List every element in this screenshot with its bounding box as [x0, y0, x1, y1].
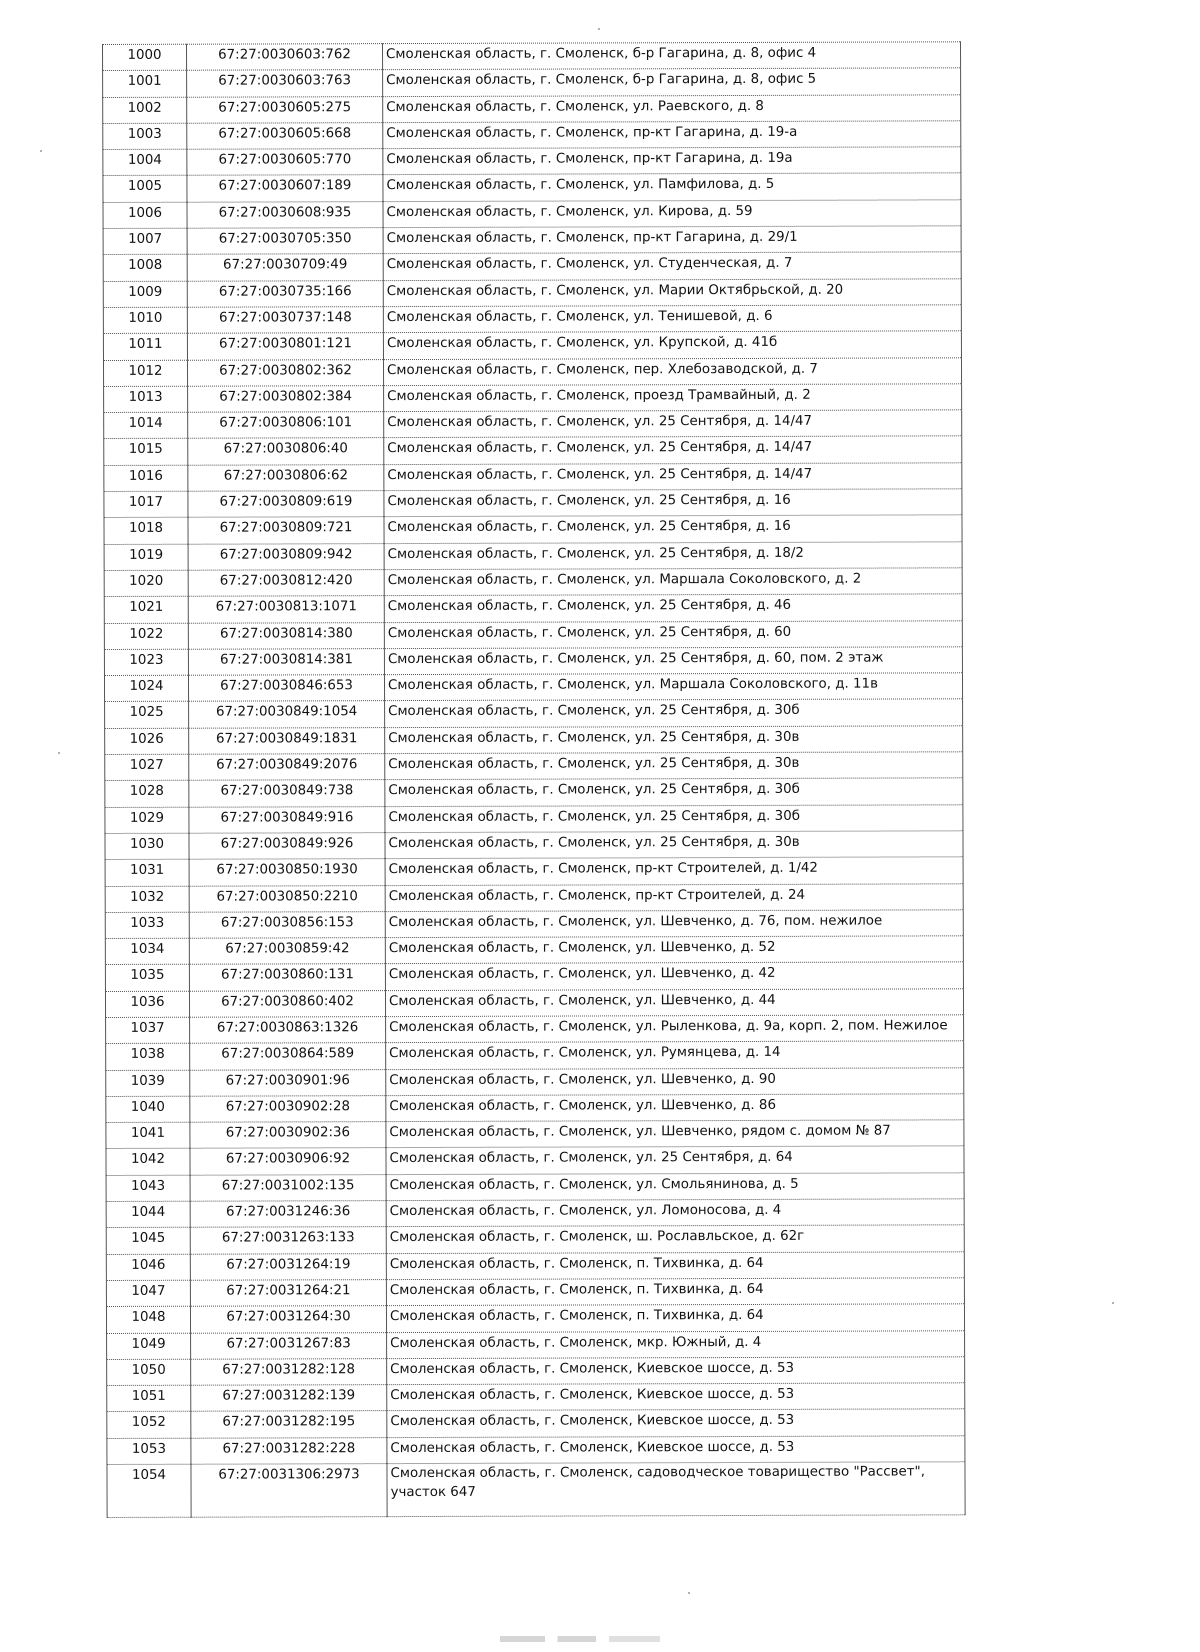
cadastral-number: 67:27:0030849:2076 [189, 754, 385, 781]
row-number: 1004 [103, 149, 187, 176]
cadastral-number: 67:27:0031306:2973 [191, 1464, 387, 1518]
address-cell: Смоленская область, г. Смоленск, ул. Студенческая, д. 7 [383, 252, 961, 280]
address-cell: Смоленская область, г. Смоленск, ул. 25 Сентября, д. 30в [385, 831, 963, 859]
address-cell: Смоленская область, г. Смоленск, ул. Шевченко, рядом с. домом № 87 [386, 1120, 964, 1148]
table-row [105, 857, 963, 886]
table-row [103, 173, 961, 202]
cadastral-number: 67:27:0030802:362 [187, 359, 383, 386]
table-row [104, 384, 962, 413]
cadastral-number: 67:27:0031264:19 [190, 1253, 386, 1280]
cadastral-number: 67:27:0030709:49 [187, 254, 383, 281]
table-row [106, 1146, 964, 1175]
table-row [105, 778, 963, 807]
address-cell: Смоленская область, г. Смоленск, ул. Маршала Соколовского, д. 2 [384, 568, 962, 596]
table-row [104, 647, 962, 676]
row-number: 1026 [105, 728, 189, 755]
cadastral-number: 67:27:0031267:83 [191, 1332, 387, 1359]
row-number: 1049 [107, 1333, 191, 1360]
row-number: 1050 [107, 1359, 191, 1386]
address-cell: Смоленская область, г. Смоленск, ул. Рыленкова, д. 9а, корп. 2, пом. Нежилое [386, 1015, 964, 1043]
address-cell: Смоленская область, г. Смоленск, ул. Маршала Соколовского, д. 11в [384, 673, 962, 701]
row-number: 1028 [105, 781, 189, 808]
cadastral-number: 67:27:0030809:619 [188, 491, 384, 518]
row-number: 1041 [106, 1122, 190, 1149]
row-number: 1015 [104, 439, 188, 466]
table-row [105, 962, 963, 991]
row-number: 1031 [105, 859, 189, 886]
address-cell: Смоленская область, г. Смоленск, ул. 25 Сентября, д. 30б [385, 699, 963, 727]
cadastral-number: 67:27:0030902:36 [190, 1122, 386, 1149]
table-row [103, 357, 961, 386]
cadastral-number: 67:27:0030801:121 [187, 333, 383, 360]
address-cell: Смоленская область, г. Смоленск, ул. Шевченко, д. 52 [385, 936, 963, 964]
address-cell: Смоленская область, г. Смоленск, ул. 25 Сентября, д. 60, пом. 2 этаж [384, 647, 962, 675]
row-number: 1014 [104, 412, 188, 439]
cadastral-number: 67:27:0030806:62 [188, 464, 384, 491]
cadastral-number: 67:27:0031282:139 [191, 1385, 387, 1412]
address-cell: Смоленская область, г. Смоленск, мкр. Южный, д. 4 [387, 1330, 965, 1358]
table-row [104, 515, 962, 544]
cadastral-number: 67:27:0030605:668 [187, 123, 383, 150]
address-cell: Смоленская область, г. Смоленск, ул. Шевченко, д. 90 [386, 1067, 964, 1095]
cadastral-number: 67:27:0030814:381 [188, 648, 384, 675]
cadastral-number: 67:27:0030705:350 [187, 228, 383, 255]
table-row [105, 883, 963, 912]
row-number: 1043 [106, 1175, 190, 1202]
footer-scan-mark [500, 1636, 660, 1642]
table-row [107, 1436, 965, 1465]
cadastral-number: 67:27:0031282:128 [191, 1358, 387, 1385]
cadastral-number: 67:27:0030849:1831 [189, 727, 385, 754]
address-cell: Смоленская область, г. Смоленск, ш. Рославльское, д. 62г [386, 1225, 964, 1253]
row-number: 1008 [103, 255, 187, 282]
row-number: 1025 [105, 702, 189, 729]
row-number: 1051 [107, 1385, 191, 1412]
address-cell: Смоленская область, г. Смоленск, ул. Марии Октябрьской, д. 20 [383, 278, 961, 306]
row-number: 1019 [104, 544, 188, 571]
table-row [107, 1383, 965, 1412]
address-cell: Смоленская область, г. Смоленск, ул. 25 Сентября, д. 14/47 [384, 436, 962, 464]
cadastral-number: 67:27:0031002:135 [190, 1174, 386, 1201]
cadastral-number: 67:27:0030603:762 [187, 44, 383, 71]
table-row [106, 1199, 964, 1228]
table-row [103, 305, 961, 334]
scan-speck [688, 1592, 690, 1594]
address-cell: Смоленская область, г. Смоленск, ул. 25 Сентября, д. 30в [385, 726, 963, 754]
address-cell: Смоленская область, г. Смоленск, ул. 25 Сентября, д. 14/47 [384, 410, 962, 438]
property-registry-table [102, 41, 966, 1518]
address-cell: Смоленская область, г. Смоленск, ул. Памфилова, д. 5 [383, 173, 961, 201]
cadastral-number: 67:27:0031282:228 [191, 1437, 387, 1464]
row-number: 1023 [104, 649, 188, 676]
row-number: 1002 [103, 97, 187, 124]
cadastral-number: 67:27:0031264:21 [190, 1280, 386, 1307]
row-number: 1053 [107, 1438, 191, 1465]
table-row [105, 752, 963, 781]
address-cell: Смоленская область, г. Смоленск, ул. 25 Сентября, д. 64 [386, 1146, 964, 1174]
table-row [103, 226, 961, 255]
address-cell: Смоленская область, г. Смоленск, Киевское шоссе, д. 53 [387, 1383, 965, 1411]
table-row [106, 1094, 964, 1123]
address-cell: Смоленская область, г. Смоленск, ул. Шевченко, д. 86 [386, 1094, 964, 1122]
table-row [106, 1041, 964, 1070]
table-row [103, 252, 961, 281]
cadastral-number: 67:27:0030860:402 [189, 990, 385, 1017]
cadastral-number: 67:27:0031263:133 [190, 1227, 386, 1254]
row-number: 1020 [104, 570, 188, 597]
row-number: 1040 [106, 1096, 190, 1123]
address-cell: Смоленская область, г. Смоленск, садоводческое товарищество "Рассвет", участок 647 [387, 1462, 965, 1517]
address-cell: Смоленская область, г. Смоленск, ул. Ломоносова, д. 4 [386, 1199, 964, 1227]
cadastral-number: 67:27:0030902:28 [190, 1095, 386, 1122]
table-row [104, 541, 962, 570]
table-row [105, 831, 963, 860]
cadastral-number: 67:27:0031246:36 [190, 1201, 386, 1228]
address-cell: Смоленская область, г. Смоленск, ул. Шевченко, д. 44 [385, 988, 963, 1016]
row-number: 1034 [105, 938, 189, 965]
address-cell: Смоленская область, г. Смоленск, ул. Смольянинова, д. 5 [386, 1173, 964, 1201]
scan-speck [40, 150, 42, 152]
row-number: 1010 [103, 307, 187, 334]
row-number: 1030 [105, 833, 189, 860]
cadastral-number: 67:27:0030850:1930 [189, 859, 385, 886]
cadastral-number: 67:27:0030603:763 [187, 70, 383, 97]
cadastral-number: 67:27:0031282:195 [191, 1411, 387, 1438]
address-cell: Смоленская область, г. Смоленск, ул. Румянцева, д. 14 [386, 1041, 964, 1069]
table-row [104, 620, 962, 649]
cadastral-number: 67:27:0030849:926 [189, 833, 385, 860]
address-cell: Смоленская область, г. Смоленск, ул. Кирова, д. 59 [383, 200, 961, 228]
cadastral-number: 67:27:0030813:1071 [188, 596, 384, 623]
table-row [104, 463, 962, 492]
scan-speck [1112, 1302, 1114, 1304]
address-cell: Смоленская область, г. Смоленск, ул. 25 Сентября, д. 16 [384, 489, 962, 517]
table-row [106, 1120, 964, 1149]
row-number: 1044 [106, 1201, 190, 1228]
cadastral-number: 67:27:0030901:96 [190, 1069, 386, 1096]
row-number: 1022 [104, 623, 188, 650]
address-cell: Смоленская область, г. Смоленск, б-р Гагарина, д. 8, офис 5 [383, 68, 961, 96]
row-number: 1033 [105, 912, 189, 939]
address-cell: Смоленская область, г. Смоленск, б-р Гагарина, д. 8, офис 4 [383, 42, 961, 70]
cadastral-number: 67:27:0030849:738 [189, 780, 385, 807]
address-cell: Смоленская область, г. Смоленск, ул. 25 Сентября, д. 14/47 [384, 463, 962, 491]
table-row [104, 673, 962, 702]
cadastral-number: 67:27:0030846:653 [188, 675, 384, 702]
table-row [103, 68, 961, 97]
row-number: 1003 [103, 123, 187, 150]
address-cell: Смоленская область, г. Смоленск, Киевское шоссе, д. 53 [387, 1357, 965, 1385]
cadastral-number: 67:27:0030863:1326 [190, 1017, 386, 1044]
table-row [103, 147, 961, 176]
row-number: 1006 [103, 202, 187, 229]
table-row [103, 42, 961, 71]
address-cell: Смоленская область, г. Смоленск, ул. 25 Сентября, д. 60 [384, 620, 962, 648]
address-cell: Смоленская область, г. Смоленск, ул. Раевского, д. 8 [383, 94, 961, 122]
row-number: 1027 [105, 754, 189, 781]
table-row [105, 699, 963, 728]
table-row [105, 988, 963, 1017]
row-number: 1016 [104, 465, 188, 492]
row-number: 1046 [106, 1254, 190, 1281]
cadastral-number: 67:27:0030814:380 [188, 622, 384, 649]
table-row [106, 1067, 964, 1096]
cadastral-number: 67:27:0030806:101 [188, 412, 384, 439]
row-number: 1036 [105, 991, 189, 1018]
table-row [103, 94, 961, 123]
table-row [105, 910, 963, 939]
address-cell: Смоленская область, г. Смоленск, п. Тихвинка, д. 64 [386, 1278, 964, 1306]
table-row [104, 568, 962, 597]
cadastral-number: 67:27:0030735:166 [187, 280, 383, 307]
row-number: 1012 [103, 360, 187, 387]
table-row [104, 594, 962, 623]
table-row [104, 489, 962, 518]
cadastral-number: 67:27:0030608:935 [187, 201, 383, 228]
address-cell: Смоленская область, г. Смоленск, Киевское шоссе, д. 53 [387, 1409, 965, 1437]
row-number: 1052 [107, 1412, 191, 1439]
address-cell: Смоленская область, г. Смоленск, ул. 25 Сентября, д. 30б [385, 778, 963, 806]
cadastral-number: 67:27:0030849:1054 [189, 701, 385, 728]
address-cell: Смоленская область, г. Смоленск, пр-кт Гагарина, д. 19а [383, 147, 961, 175]
row-number: 1017 [104, 491, 188, 518]
table-row [107, 1462, 965, 1518]
table-row [107, 1357, 965, 1386]
row-number: 1042 [106, 1149, 190, 1176]
table-row [107, 1330, 965, 1359]
row-number: 1032 [105, 886, 189, 913]
cadastral-number: 67:27:0030859:42 [189, 938, 385, 965]
registry-rows [103, 42, 966, 1518]
scan-speck [598, 28, 600, 30]
address-cell: Смоленская область, г. Смоленск, пр-кт Гагарина, д. 19-а [383, 121, 961, 149]
row-number: 1035 [105, 965, 189, 992]
table-row [103, 200, 961, 229]
row-number: 1039 [106, 1070, 190, 1097]
table-row [105, 726, 963, 755]
table-row [104, 410, 962, 439]
table-row [106, 1225, 964, 1254]
row-number: 1021 [104, 596, 188, 623]
table-row [105, 936, 963, 965]
table-row [107, 1409, 965, 1438]
address-cell: Смоленская область, г. Смоленск, пр-кт Строителей, д. 1/42 [385, 857, 963, 885]
table-row [105, 804, 963, 833]
cadastral-number: 67:27:0030812:420 [188, 570, 384, 597]
cadastral-number: 67:27:0030802:384 [188, 385, 384, 412]
cadastral-number: 67:27:0030860:131 [189, 964, 385, 991]
row-number: 1029 [105, 807, 189, 834]
address-cell: Смоленская область, г. Смоленск, ул. 25 Сентября, д. 16 [384, 515, 962, 543]
cadastral-number: 67:27:0030809:721 [188, 517, 384, 544]
row-number: 1011 [103, 333, 187, 360]
cadastral-number: 67:27:0030864:589 [190, 1043, 386, 1070]
address-cell: Смоленская область, г. Смоленск, пер. Хлебозаводской, д. 7 [383, 357, 961, 385]
cadastral-number: 67:27:0030849:916 [189, 806, 385, 833]
row-number: 1000 [103, 44, 187, 71]
cadastral-number: 67:27:0030856:153 [189, 911, 385, 938]
row-number: 1009 [103, 281, 187, 308]
address-cell: Смоленская область, г. Смоленск, ул. Шевченко, д. 42 [385, 962, 963, 990]
address-cell: Смоленская область, г. Смоленск, п. Тихвинка, д. 64 [386, 1304, 964, 1332]
address-cell: Смоленская область, г. Смоленск, ул. 25 Сентября, д. 18/2 [384, 541, 962, 569]
cadastral-number: 67:27:0030806:40 [188, 438, 384, 465]
address-cell: Смоленская область, г. Смоленск, ул. 25 Сентября, д. 30б [385, 804, 963, 832]
cadastral-number: 67:27:0030605:770 [187, 149, 383, 176]
cadastral-number: 67:27:0030737:148 [187, 307, 383, 334]
table-row [106, 1251, 964, 1280]
cadastral-number: 67:27:0030850:2210 [189, 885, 385, 912]
row-number: 1037 [106, 1017, 190, 1044]
row-number: 1005 [103, 176, 187, 203]
row-number: 1048 [106, 1306, 190, 1333]
row-number: 1047 [106, 1280, 190, 1307]
row-number: 1018 [104, 518, 188, 545]
address-cell: Смоленская область, г. Смоленск, ул. Шевченко, д. 76, пом. нежилое [385, 910, 963, 938]
address-cell: Смоленская область, г. Смоленск, пр-кт Строителей, д. 24 [385, 883, 963, 911]
cadastral-number: 67:27:0030809:942 [188, 543, 384, 570]
address-cell: Смоленская область, г. Смоленск, пр-кт Гагарина, д. 29/1 [383, 226, 961, 254]
cadastral-number: 67:27:0030906:92 [190, 1148, 386, 1175]
row-number: 1013 [104, 386, 188, 413]
address-cell: Смоленская область, г. Смоленск, проезд Трамвайный, д. 2 [384, 384, 962, 412]
table-row [103, 278, 961, 307]
cadastral-number: 67:27:0031264:30 [190, 1306, 386, 1333]
row-number: 1045 [106, 1228, 190, 1255]
address-cell: Смоленская область, г. Смоленск, ул. Крупской, д. 41б [383, 331, 961, 359]
row-number: 1007 [103, 228, 187, 255]
row-number: 1001 [103, 71, 187, 98]
address-cell: Смоленская область, г. Смоленск, ул. 25 Сентября, д. 46 [384, 594, 962, 622]
address-cell: Смоленская область, г. Смоленск, ул. 25 Сентября, д. 30в [385, 752, 963, 780]
row-number: 1038 [106, 1044, 190, 1071]
table-row [104, 436, 962, 465]
row-number: 1024 [104, 675, 188, 702]
row-number: 1054 [107, 1464, 191, 1517]
address-cell: Смоленская область, г. Смоленск, Киевское шоссе, д. 53 [387, 1436, 965, 1464]
table-row [103, 331, 961, 360]
table-row [106, 1173, 964, 1202]
address-cell: Смоленская область, г. Смоленск, п. Тихвинка, д. 64 [386, 1251, 964, 1279]
table-row [106, 1015, 964, 1044]
cadastral-number: 67:27:0030607:189 [187, 175, 383, 202]
address-cell: Смоленская область, г. Смоленск, ул. Тенишевой, д. 6 [383, 305, 961, 333]
scan-speck [58, 752, 60, 754]
table-row [106, 1304, 964, 1333]
cadastral-number: 67:27:0030605:275 [187, 96, 383, 123]
table-row [106, 1278, 964, 1307]
table-row [103, 121, 961, 150]
